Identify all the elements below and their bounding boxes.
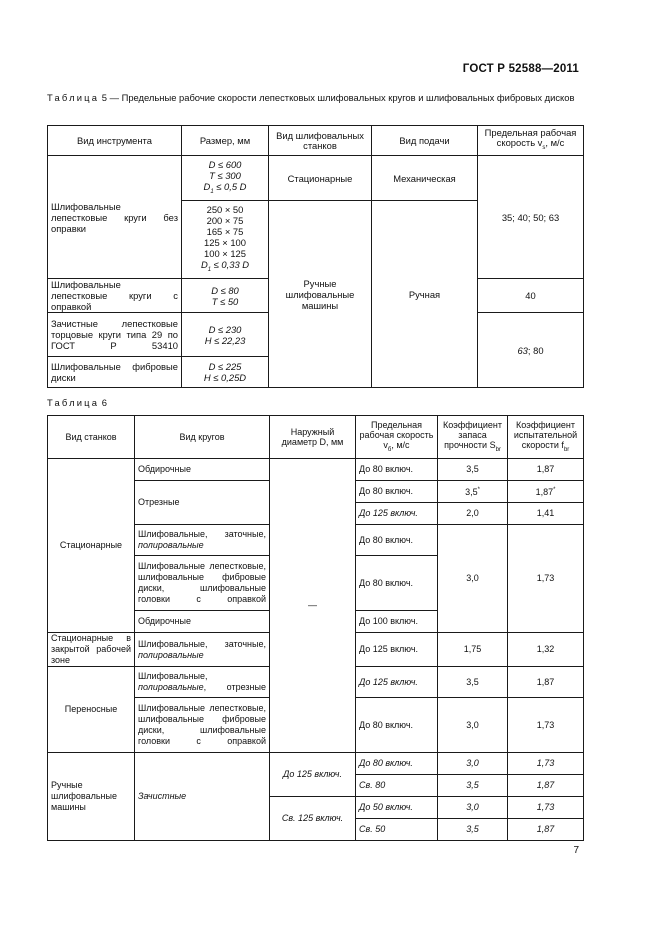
table5 [47,125,584,388]
t6-test-11: 1,87 [508,819,584,841]
t5-header-tool: Вид инструмента [48,126,182,156]
t6-test-1: 1,87 [508,459,584,481]
table5-caption-text: — Предельные рабочие скорости лепестковых шлифовальных кругов и шлифовальных фибровых дисков [109,92,575,103]
document-header: ГОСТ Р 52588—2011 [462,63,579,75]
t6-speed-9: До 80 включ. [356,698,438,753]
t6-speed-10: До 80 включ. [356,753,438,775]
table5-caption [47,92,587,104]
t6-test-5: 1,32 [508,633,584,667]
t6-safety-6: 3,5 [438,667,508,698]
t6-speed-7: До 125 включ. [356,633,438,667]
t5-speed-3: 63; 80 [478,313,584,388]
t6-safety-3: 2,0 [438,503,508,525]
t5-header-speed: Предельная рабочая скорость $v_s$, м/с [478,126,584,156]
t6-speed-4: До 80 включ. [356,525,438,556]
t6-safety-11: 3,5 [438,819,508,841]
t6-test-3: 1,41 [508,503,584,525]
t6-wheel-5: Обдирочные [135,611,270,633]
t6-test-4: 1,73 [508,525,584,633]
t6-speed-1: До 80 включ. [356,459,438,481]
table5-caption-word: Таблица [47,92,100,103]
t6-wheel-4: Шлифовальные лепестковые, шлифовальные фибровые диски, шлифовальные головки с оправкой [135,556,270,611]
t5-header-machine: Вид шлифовальных станков [269,126,372,156]
t5-speed-2: 40 [478,279,584,313]
t6-header-machine: Вид станков [48,416,135,459]
t6-speed-13: Св. 50 [356,819,438,841]
t6-diameter-2: Св. 125 включ. [270,797,356,841]
t5-tool-3: Зачистные лепестковые торцовые круги типа 29 по ГОСТ Р 53410 [48,313,182,357]
t6-speed-6: До 100 включ. [356,611,438,633]
t6-diameter-1: До 125 включ. [270,753,356,797]
t6-speed-5: До 80 включ. [356,556,438,611]
table6-caption [47,397,107,409]
t5-header-size: Размер, мм [182,126,269,156]
t6-test-8: 1,73 [508,753,584,775]
t5-size-1: D ≤ 600 T ≤ 300 $D_1 \le 0,5$ D [182,156,269,201]
t5-feed-hand: Ручная [372,201,478,388]
t6-wheel-6: Шлифовальные, заточные, полировальные [135,633,270,667]
t6-safety-2: 3,5* [438,481,508,503]
t6-header-diameter: Наружный диаметр D, мм [270,416,356,459]
t6-machine-portable: Переносные [48,667,135,753]
t6-wheel-8: Шлифовальные лепестковые, шлифовальные фибровые диски, шлифовальные головки с оправкой [135,698,270,753]
t6-safety-4: 3,0 [438,525,508,633]
t6-test-7: 1,73 [508,698,584,753]
t6-machine-stationary: Стационарные [48,459,135,633]
t6-header-safety: Коэффициент запаса прочности $S_{br}$ [438,416,508,459]
t5-size-5: D ≤ 225 H ≤ 0,25D [182,357,269,388]
t5-speed-1: 35; 40; 50; 63 [478,156,584,279]
t6-machine-hand: Ручные шлифовальные машины [48,753,135,841]
t6-speed-11: Св. 80 [356,775,438,797]
t5-machine-stationary: Стационарные [269,156,372,201]
table6 [47,415,584,841]
t5-size-4: D ≤ 230 H ≤ 22,23 [182,313,269,357]
t5-tool-1: Шлифовальные лепестковые круги без оправки [48,156,182,279]
t6-wheel-9: Зачистные [135,753,270,841]
t6-speed-3: До 125 включ. [356,503,438,525]
page-number: 7 [573,845,579,856]
t5-tool-2: Шлифовальные лепестковые круги с оправкой [48,279,182,313]
t5-feed-mechanical: Механическая [372,156,478,201]
t6-test-9: 1,87 [508,775,584,797]
t6-safety-7: 3,0 [438,698,508,753]
t6-diameter-dash: — [270,459,356,753]
t5-size-2: 250 × 50 200 × 75 165 × 75 125 × 100 100 × 125 $D_1 \le 0,33$ D [182,201,269,279]
t6-speed-12: До 50 включ. [356,797,438,819]
table5-caption-number: 5 [101,92,107,103]
t6-speed-8: До 125 включ. [356,667,438,698]
t6-safety-9: 3,5 [438,775,508,797]
t6-header-speed: Предельная рабочая скорость $v_б$, м/с [356,416,438,459]
t6-safety-10: 3,0 [438,797,508,819]
t6-test-2: 1,87* [508,481,584,503]
t6-wheel-7: Шлифовальные, полировальные, отрезные [135,667,270,698]
t6-wheel-3: Шлифовальные, заточные, полировальные [135,525,270,556]
t5-size-3: D ≤ 80 T ≤ 50 [182,279,269,313]
t5-machine-hand: Ручные шлифовальные машины [269,201,372,388]
t6-test-6: 1,87 [508,667,584,698]
t6-header-test-speed: Коэффициент испытательной скорости $f_{br}$ [508,416,584,459]
t6-test-10: 1,73 [508,797,584,819]
t6-header-wheel: Вид кругов [135,416,270,459]
t6-safety-5: 1,75 [438,633,508,667]
table6-caption-word: Таблица [47,397,100,408]
t6-speed-2: До 80 включ. [356,481,438,503]
t6-wheel-1: Обдирочные [135,459,270,481]
t6-safety-8: 3,0 [438,753,508,775]
table6-caption-number: 6 [101,397,107,408]
t5-header-feed: Вид подачи [372,126,478,156]
t6-safety-1: 3,5 [438,459,508,481]
t5-tool-4: Шлифовальные фибровые диски [48,357,182,388]
t6-machine-closed-zone: Стационарные в закрытой рабочей зоне [48,633,135,667]
t6-wheel-2: Отрезные [135,481,270,525]
